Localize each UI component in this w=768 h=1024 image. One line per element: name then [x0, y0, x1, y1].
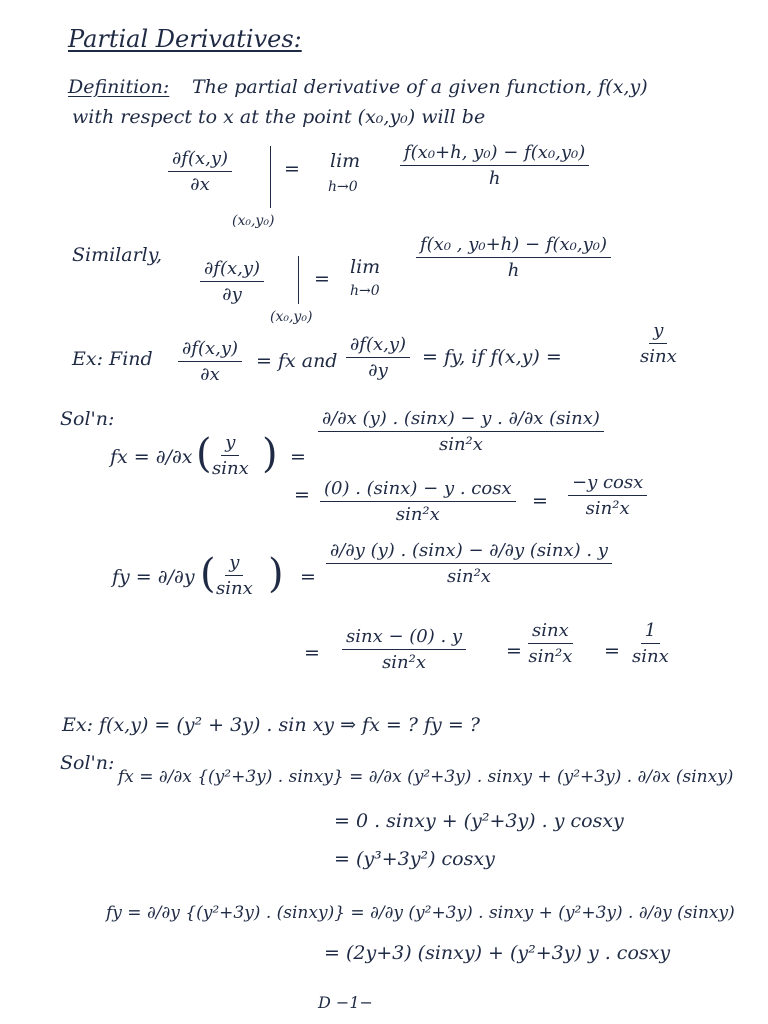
- equals-sign: =: [532, 490, 548, 512]
- example1-fy-step3: $\frac{\sin x}{\text{sin²x}}$: [528, 620, 573, 667]
- definition-label: Definition:: [68, 76, 170, 98]
- example1-fx-result: $\frac{\text{−y cosx}}{\text{sin²x}}$: [568, 472, 647, 519]
- equals-sign: =: [506, 640, 522, 662]
- example2-fy-line2: = (2y+3) (sinxy) + (y²+3y) y . cosxy: [324, 942, 671, 964]
- equals-sign: =: [314, 268, 330, 290]
- example1-fx-quotient-rule: $\frac{\partial/\partial x (y) . (\sin x) - y . \partial/\partial x (\sin x)}{\text{sin²x}}$: [318, 408, 604, 455]
- evaluation-bar: [270, 146, 271, 208]
- solution-label: Sol'n:: [60, 752, 115, 774]
- example1-prefix: Ex: Find: [72, 348, 153, 370]
- fx-partial-numerator: ∂f(x,y): [168, 148, 232, 172]
- equals-sign: =: [300, 566, 316, 588]
- limit-subscript: h→0: [350, 283, 380, 299]
- open-paren: (: [200, 551, 216, 597]
- example1-q2-tail: = fy, if f(x,y) =: [422, 346, 562, 368]
- fy-difference-numerator: f(x₀ , y₀+h) − f(x₀,y₀): [416, 234, 611, 258]
- limit-label: lim: [350, 256, 381, 278]
- example1-fy-step2: $\frac{\sin x - (0) . y}{\text{sin²x}}$: [342, 626, 466, 673]
- example2-header: Ex: f(x,y) = (y² + 3y) . sin xy ⇒ fx = ? fy = ?: [62, 714, 480, 736]
- fx-partial-denominator: ∂x: [190, 174, 210, 195]
- example1-fx-step2: $\frac{(0) . (\sin x) - y . \cos x}{\text{sin²x}}$: [320, 478, 516, 525]
- limit-subscript: h→0: [328, 179, 358, 195]
- definition-text-line1: The partial derivative of a given function, f(x,y): [192, 76, 648, 98]
- fy-partial-denominator: ∂y: [222, 284, 242, 305]
- example1-q1-tail: = fx and: [256, 350, 338, 372]
- example2-fx-line1: fx = ∂/∂x {(y²+3y) . sinxy} = ∂/∂x (y²+3y) . sinxy + (y²+3y) . ∂/∂x (sinxy): [118, 767, 734, 787]
- evaluation-bar: [298, 256, 299, 304]
- fy-partial-numerator: ∂f(x,y): [200, 258, 264, 282]
- equals-sign: =: [284, 158, 300, 180]
- open-paren: (: [196, 431, 212, 477]
- fy-partial-fraction: [200, 258, 264, 305]
- example1-q2-fraction: $\frac{\partial f(x,y)}{\partial y}$: [346, 334, 410, 381]
- example1-q1-fraction: $\frac{\partial f(x,y)}{\partial x}$: [178, 338, 242, 385]
- close-paren: ): [268, 551, 284, 597]
- fx-difference-quotient: [400, 142, 589, 189]
- page-title: Partial Derivatives:: [68, 25, 302, 53]
- fx-partial-fraction: [168, 148, 232, 195]
- close-paren: ): [262, 431, 278, 477]
- page-number: D −1−: [318, 993, 373, 1012]
- example2-fx-line3: = (y³+3y²) cosxy: [334, 848, 495, 870]
- similarly-text: Similarly,: [72, 244, 162, 266]
- limit-label: lim: [330, 150, 361, 172]
- example1-fy-quotient-rule: $\frac{\partial/\partial y (y) . (\sin x) - \partial/\partial y (\sin x) . y}{\text{sin²x}}$: [326, 540, 612, 587]
- fy-difference-denominator: h: [507, 260, 520, 281]
- fy-difference-quotient: [416, 234, 611, 281]
- example2-fy-line1: fy = ∂/∂y {(y²+3y) . (sinxy)} = ∂/∂y (y²+3y) . sinxy + (y²+3y) . ∂/∂y (sinxy): [106, 903, 735, 923]
- example2-fx-line2: = 0 . sinxy + (y²+3y) . y cosxy: [334, 810, 624, 832]
- definition-text-line2: with respect to x at the point (x₀,y₀) will be: [72, 106, 486, 128]
- example1-fx-lhs: fx = ∂/∂x: [110, 446, 193, 468]
- example1-fy-lhs: fy = ∂/∂y: [112, 566, 195, 588]
- fy-evaluation-point: (x₀,y₀): [270, 309, 313, 325]
- equals-sign: =: [290, 446, 306, 468]
- fx-difference-numerator: f(x₀+h, y₀) − f(x₀,y₀): [400, 142, 589, 166]
- solution-label: Sol'n:: [60, 408, 115, 430]
- equals-sign: =: [294, 484, 310, 506]
- example1-function-fraction: $\frac{y}{\sin x}$: [640, 320, 677, 367]
- example1-fx-argument: $\frac{y}{\sin x}$: [212, 432, 249, 479]
- example1-fy-argument: $\frac{y}{\sin x}$: [216, 552, 253, 599]
- fx-evaluation-point: (x₀,y₀): [232, 213, 275, 229]
- example1-fy-result: $\frac{1}{\sin x}$: [632, 620, 669, 667]
- equals-sign: =: [304, 642, 320, 664]
- fx-difference-denominator: h: [488, 168, 501, 189]
- equals-sign: =: [604, 640, 620, 662]
